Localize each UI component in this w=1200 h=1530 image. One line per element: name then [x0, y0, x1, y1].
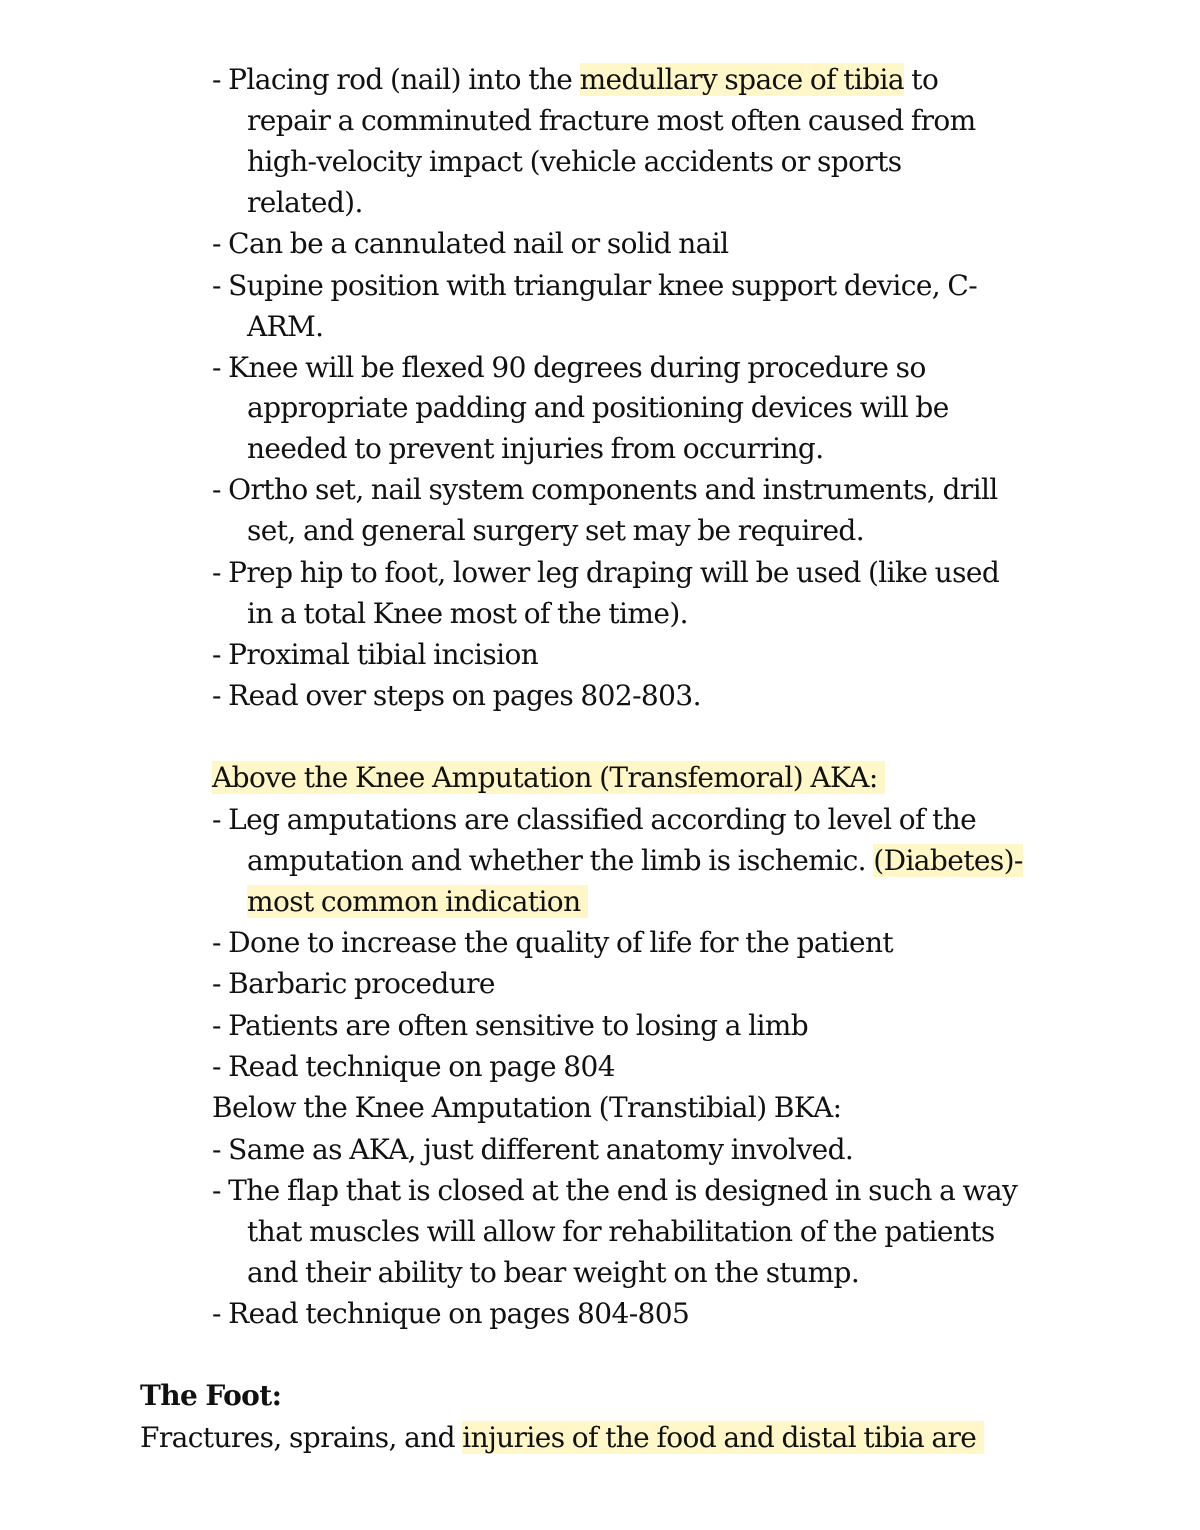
- text-line: [247, 429, 824, 469]
- section-heading: The Foot:: [140, 1379, 282, 1412]
- text-run: - Prep hip to foot, lower leg draping will be used (like used: [212, 556, 1000, 589]
- text-line: [212, 758, 885, 798]
- text-run: Below the Knee Amputation (Transtibial) BKA:: [212, 1091, 842, 1124]
- text-run: - Read technique on pages 804-805: [212, 1297, 690, 1330]
- text-line: [140, 1418, 984, 1458]
- text-line: [212, 553, 999, 593]
- text-run: - Patients are often sensitive to losing a limb: [212, 1009, 809, 1042]
- text-run: - Same as AKA, just different anatomy involved.: [212, 1133, 854, 1166]
- text-line: [212, 635, 538, 675]
- text-run: - Barbaric procedure: [212, 967, 495, 1000]
- text-run: and their ability to bear weight on the stump.: [247, 1256, 860, 1289]
- text-line: [212, 224, 728, 264]
- text-run: to: [904, 63, 939, 96]
- text-line: [140, 1376, 281, 1416]
- text-run: that muscles will allow for rehabilitation of the patients: [247, 1215, 995, 1248]
- text-line: [212, 1006, 808, 1046]
- text-run: - Leg amputations are classified according to level of the: [212, 803, 977, 836]
- text-line: [212, 60, 938, 100]
- text-run: repair a comminuted fracture most often caused from: [247, 104, 976, 137]
- text-line: [247, 307, 323, 347]
- text-run: related).: [247, 186, 363, 219]
- text-line: [247, 1212, 995, 1252]
- text-run: - Can be a cannulated nail or solid nail: [212, 227, 729, 260]
- text-line: [212, 1130, 853, 1170]
- text-run: - Ortho set, nail system components and instruments, drill: [212, 473, 998, 506]
- text-line: [212, 1088, 842, 1128]
- text-run: in a total Knee most of the time).: [247, 597, 688, 630]
- text-line: [212, 1047, 615, 1087]
- text-line: [212, 1294, 689, 1334]
- text-line: [212, 964, 495, 1004]
- text-line: [212, 470, 998, 510]
- text-run: - Done to increase the quality of life for the patient: [212, 926, 894, 959]
- highlighted-text: injuries of the food and distal tibia are: [462, 1421, 984, 1454]
- text-run: ARM.: [247, 310, 324, 343]
- text-line: [247, 142, 902, 182]
- text-line: [212, 348, 926, 388]
- text-run: appropriate padding and positioning devices will be: [247, 391, 949, 424]
- text-line: [247, 1253, 859, 1293]
- highlighted-text: medullary space of tibia: [579, 63, 904, 96]
- text-line: [212, 266, 977, 306]
- highlighted-text: (Diabetes)-: [873, 844, 1023, 877]
- text-run: needed to prevent injuries from occurring.: [247, 432, 824, 465]
- text-line: [212, 800, 976, 840]
- text-line: [247, 882, 588, 922]
- text-run: - Knee will be flexed 90 degrees during procedure so: [212, 351, 926, 384]
- text-line: [212, 923, 893, 963]
- text-line: [212, 676, 701, 716]
- text-line: [247, 594, 688, 634]
- text-line: [247, 841, 1023, 881]
- text-run: - Proximal tibial incision: [212, 638, 539, 671]
- text-line: [212, 1171, 1017, 1211]
- text-run: high-velocity impact (vehicle accidents or sports: [247, 145, 902, 178]
- text-line: [247, 183, 363, 223]
- text-line: [247, 388, 949, 428]
- text-line: [247, 511, 864, 551]
- text-run: amputation and whether the limb is ischemic.: [247, 844, 874, 877]
- highlighted-text: most common indication: [247, 885, 588, 918]
- text-run: Fractures, sprains, and: [140, 1421, 463, 1454]
- text-run: - Read over steps on pages 802-803.: [212, 679, 701, 712]
- text-run: - Placing rod (nail) into the: [212, 63, 580, 96]
- text-run: - Supine position with triangular knee support device, C-: [212, 269, 978, 302]
- text-run: - The flap that is closed at the end is designed in such a way: [212, 1174, 1018, 1207]
- text-line: [247, 101, 976, 141]
- highlighted-text: Above the Knee Amputation (Transfemoral) AKA:: [212, 761, 885, 794]
- text-run: - Read technique on page 804: [212, 1050, 615, 1083]
- text-run: set, and general surgery set may be required.: [247, 514, 865, 547]
